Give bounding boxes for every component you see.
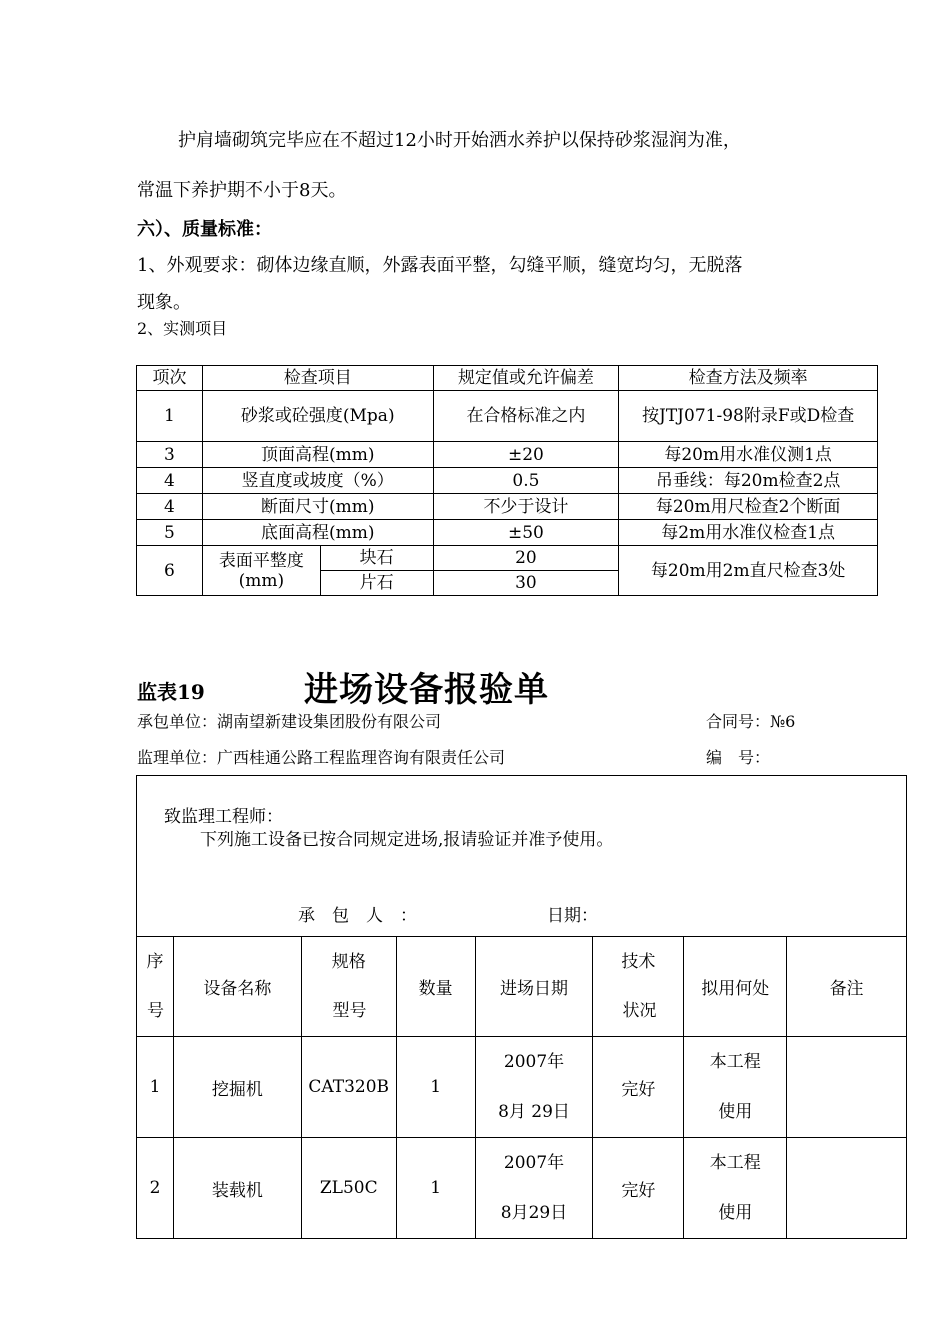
row-spec: CAT320B <box>301 1037 396 1138</box>
row-use <box>684 1037 787 1138</box>
serial-label: 编 号： <box>706 748 771 767</box>
row-use-line-1: 本工程 <box>709 1052 761 1072</box>
table-header-row <box>137 937 907 1037</box>
header-name: 设备名称 <box>173 937 301 1037</box>
quality-item-1-line-1: 1、外观要求：砌体边缘直顺，外露表面平整，勾缝平顺，缝宽均匀，无脱落 <box>137 255 743 276</box>
date-label: 日期： <box>547 906 598 926</box>
header-value: 规定值或允许偏差 <box>433 366 619 391</box>
quality-item-1-line-2: 现象。 <box>137 292 191 313</box>
row-value: 0.5 <box>433 468 619 494</box>
row-tech: 完好 <box>593 1037 684 1138</box>
table-row <box>137 494 878 520</box>
row-qty: 1 <box>396 1138 475 1239</box>
row-no: 1 <box>137 391 203 442</box>
row-tech: 完好 <box>593 1138 684 1239</box>
header-use: 拟用何处 <box>684 937 787 1037</box>
row-date-line-1: 2007年 <box>503 1052 565 1072</box>
header-tech-line-1: 技术 <box>621 952 656 972</box>
row-item: 竖直度或坡度（%） <box>202 468 433 494</box>
header-remark: 备注 <box>787 937 907 1037</box>
row-spec: ZL50C <box>301 1138 396 1239</box>
row-value: 20 <box>433 546 619 571</box>
row-no: 1 <box>137 1037 174 1138</box>
table-row <box>137 468 878 494</box>
table-header-row <box>137 366 878 391</box>
row-use-line-2: 使用 <box>718 1102 753 1122</box>
table-row <box>137 520 878 546</box>
row-name: 装载机 <box>173 1138 301 1239</box>
salutation: 致监理工程师： <box>164 807 283 827</box>
row-value: 在合格标准之内 <box>433 391 619 442</box>
row-no: 6 <box>137 546 203 596</box>
row-name: 挖掘机 <box>173 1037 301 1138</box>
row-value: 不少于设计 <box>433 494 619 520</box>
maintenance-line-1: 护肩墙砌筑完毕应在不超过12小时开始洒水养护以保持砂浆湿润为准， <box>178 130 741 151</box>
contractor-label: 承包单位：湖南望新建设集团股份有限公司 <box>137 712 442 731</box>
row-item <box>202 546 320 596</box>
row-no: 4 <box>137 468 203 494</box>
row-date-line-2: 8月 29日 <box>498 1102 570 1122</box>
header-method: 检查方法及频率 <box>619 366 878 391</box>
row-qty: 1 <box>396 1037 475 1138</box>
row-method: 按JTJ071-98附录F或D检查 <box>619 391 878 442</box>
table-row <box>137 1037 907 1138</box>
row-date-line-2: 8月29日 <box>500 1203 568 1223</box>
header-tech-line-2: 状况 <box>622 1001 657 1021</box>
row-use-line-1: 本工程 <box>709 1153 761 1173</box>
letter-box <box>136 775 907 937</box>
header-no-line-2: 号 <box>147 1001 164 1021</box>
table-row <box>137 546 878 571</box>
row-no: 4 <box>137 494 203 520</box>
row-use-line-2: 使用 <box>718 1203 753 1223</box>
row-remark <box>787 1138 907 1239</box>
row-item: 底面高程(mm) <box>202 520 433 546</box>
header-spec-line-2: 型号 <box>332 1001 367 1021</box>
quality-item-2: 2、实测项目 <box>137 319 228 338</box>
table-row <box>137 1138 907 1239</box>
form-number: 监表19 <box>137 680 205 704</box>
signer-label: 承 包 人 ： <box>298 906 417 926</box>
letter-body: 下列施工设备已按合同规定进场,报请验证并准予使用。 <box>200 830 614 850</box>
header-date: 进场日期 <box>475 937 593 1037</box>
row-item-line-2: (mm) <box>238 570 285 591</box>
row-no: 5 <box>137 520 203 546</box>
row-date <box>475 1138 593 1239</box>
row-no: 3 <box>137 442 203 468</box>
header-no: 项次 <box>137 366 203 391</box>
header-spec-line-1: 规格 <box>331 952 366 972</box>
table-row <box>137 391 878 442</box>
header-no-line-1: 序 <box>146 952 164 972</box>
row-subitem: 片石 <box>320 571 433 596</box>
row-method: 每20m用2m直尺检查3处 <box>619 546 878 596</box>
row-item: 顶面高程(mm) <box>202 442 433 468</box>
table-row <box>137 442 878 468</box>
form-title: 进场设备报验单 <box>304 670 549 710</box>
row-remark <box>787 1037 907 1138</box>
row-use <box>684 1138 787 1239</box>
row-item: 断面尺寸(mm) <box>202 494 433 520</box>
row-value: ±20 <box>433 442 619 468</box>
equipment-table <box>136 936 907 1239</box>
row-item: 砂浆或砼强度(Mpa) <box>202 391 433 442</box>
row-date-line-1: 2007年 <box>503 1153 565 1173</box>
header-qty: 数量 <box>396 937 475 1037</box>
header-item: 检查项目 <box>202 366 433 391</box>
row-method: 每20m用水准仪测1点 <box>619 442 878 468</box>
row-no: 2 <box>137 1138 174 1239</box>
quality-standards-table <box>136 365 878 596</box>
contract-number: 合同号：№6 <box>706 712 796 731</box>
row-method: 吊垂线：每20m检查2点 <box>619 468 878 494</box>
supervisor-label: 监理单位：广西桂通公路工程监理咨询有限责任公司 <box>137 748 506 767</box>
row-subitem: 块石 <box>320 546 433 571</box>
row-date <box>475 1037 593 1138</box>
row-value: ±50 <box>433 520 619 546</box>
row-method: 每20m用尺检查2个断面 <box>619 494 878 520</box>
row-value: 30 <box>433 571 619 596</box>
row-item-line-1: 表面平整度 <box>218 550 304 571</box>
row-method: 每2m用水准仪检查1点 <box>619 520 878 546</box>
quality-heading: 六）、质量标准： <box>137 219 272 240</box>
maintenance-line-2: 常温下养护期不小于8天。 <box>137 180 347 201</box>
